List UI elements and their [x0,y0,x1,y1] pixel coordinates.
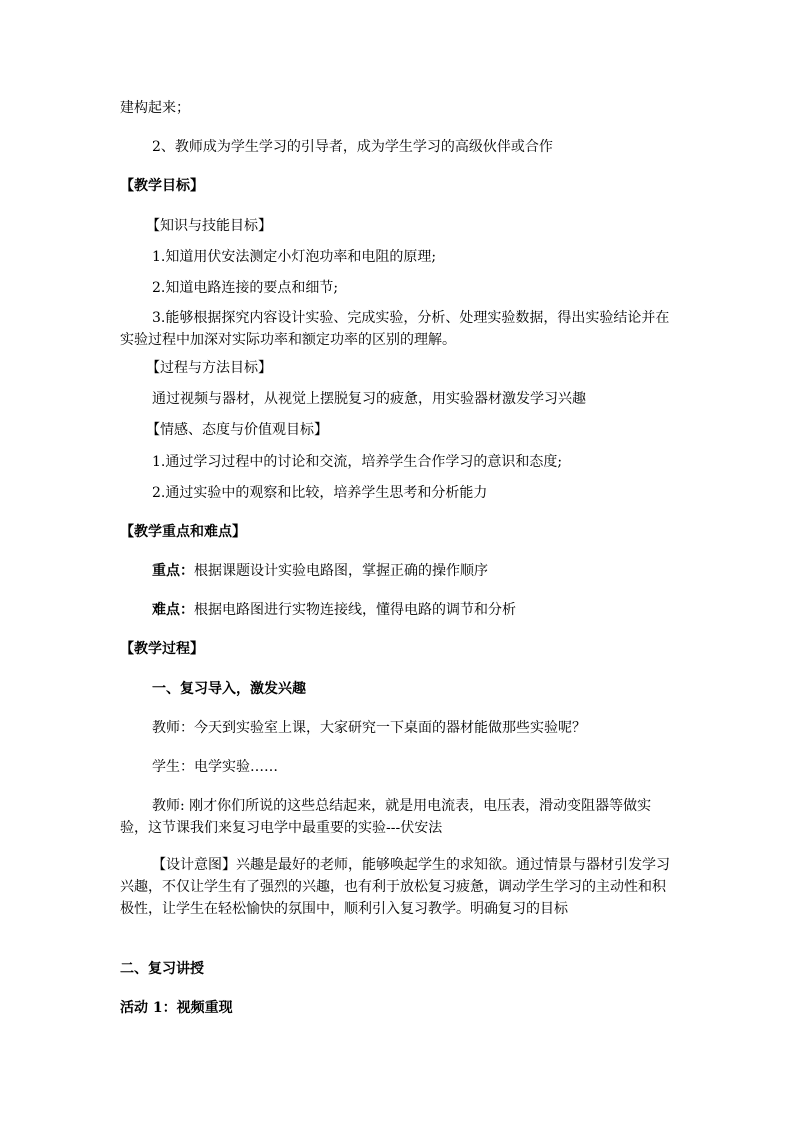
heading-teaching-process: 【教学过程】 [120,641,204,657]
difficult-point-text: 根据电路图进行实物连接线，懂得电路的调节和分析 [194,602,516,618]
emotion-item-2: 2.通过实验中的观察和比较，培养学生思考和分析能力 [152,485,488,501]
process-item-1: 通过视频与器材，从视觉上摆脱复习的疲惫，用实验器材激发学习兴趣 [152,391,586,407]
subheading-process-methods: 【过程与方法目标】 [146,360,272,376]
emotion-item-1: 1.通过学习过程中的讨论和交流，培养学生合作学习的意识和态度; [152,454,563,470]
difficult-point-line [152,600,516,620]
teacher-role-line: 2、教师成为学生学习的引导者，成为学生学习的高级伙伴或合作 [152,139,553,155]
heading-key-difficult: 【教学重点和难点】 [120,524,246,540]
subheading-emotion-values: 【情感、态度与价值观目标】 [146,422,328,438]
continued-line: 建构起来； [120,100,190,116]
teacher-question: 教师：今天到实验室上课，大家研究一下桌面的器材能做那些实验呢？ [152,720,586,736]
knowledge-item-1: 1.知道用伏安法测定小灯泡功率和电阻的原理; [152,249,437,265]
design-intent-paragraph [120,854,676,920]
activity-1-title: 活动 1：视频重现 [120,1000,233,1016]
key-point-line [152,561,488,581]
knowledge-item-3: 3.能够根据探究内容设计实验、完成实验，分析、处理实验数据，得出实验结论并在实验过程中加深对实际功率和额定功率的区别的理解。 [120,310,670,348]
teacher-summary: 教师: 刚才你们所说的这些总结起来，就是用电流表，电压表，滑动变阻器等做实验，这节课我们来复习电学中最重要的实验---伏安法 [120,798,652,836]
step-1-title: 一、复习导入，激发兴趣 [152,681,306,697]
knowledge-item-2: 2.知道电路连接的要点和细节; [152,280,339,296]
heading-teaching-goals: 【教学目标】 [120,178,204,194]
subheading-knowledge-skills: 【知识与技能目标】 [146,218,272,234]
design-intent-label: 【设计意图】 [152,857,236,873]
student-answer: 学生：电学实验…… [152,759,278,775]
key-point-label: 重点： [152,563,194,579]
key-point-text: 根据课题设计实验电路图，掌握正确的操作顺序 [194,563,488,579]
difficult-point-label: 难点： [152,602,194,618]
design-intent-text: 兴趣是最好的老师，能够唤起学生的求知欲。通过情景与器材引发学习兴趣，不仅让学生有了强烈的兴趣，也有利于放松复习疲惫，调动学生学习的主动性和积极性，让学生在轻松愉快的氛围中，顺利引入复习教学。明确复习的目标 [120,857,670,917]
step-2-title: 二、复习讲授 [120,961,204,977]
